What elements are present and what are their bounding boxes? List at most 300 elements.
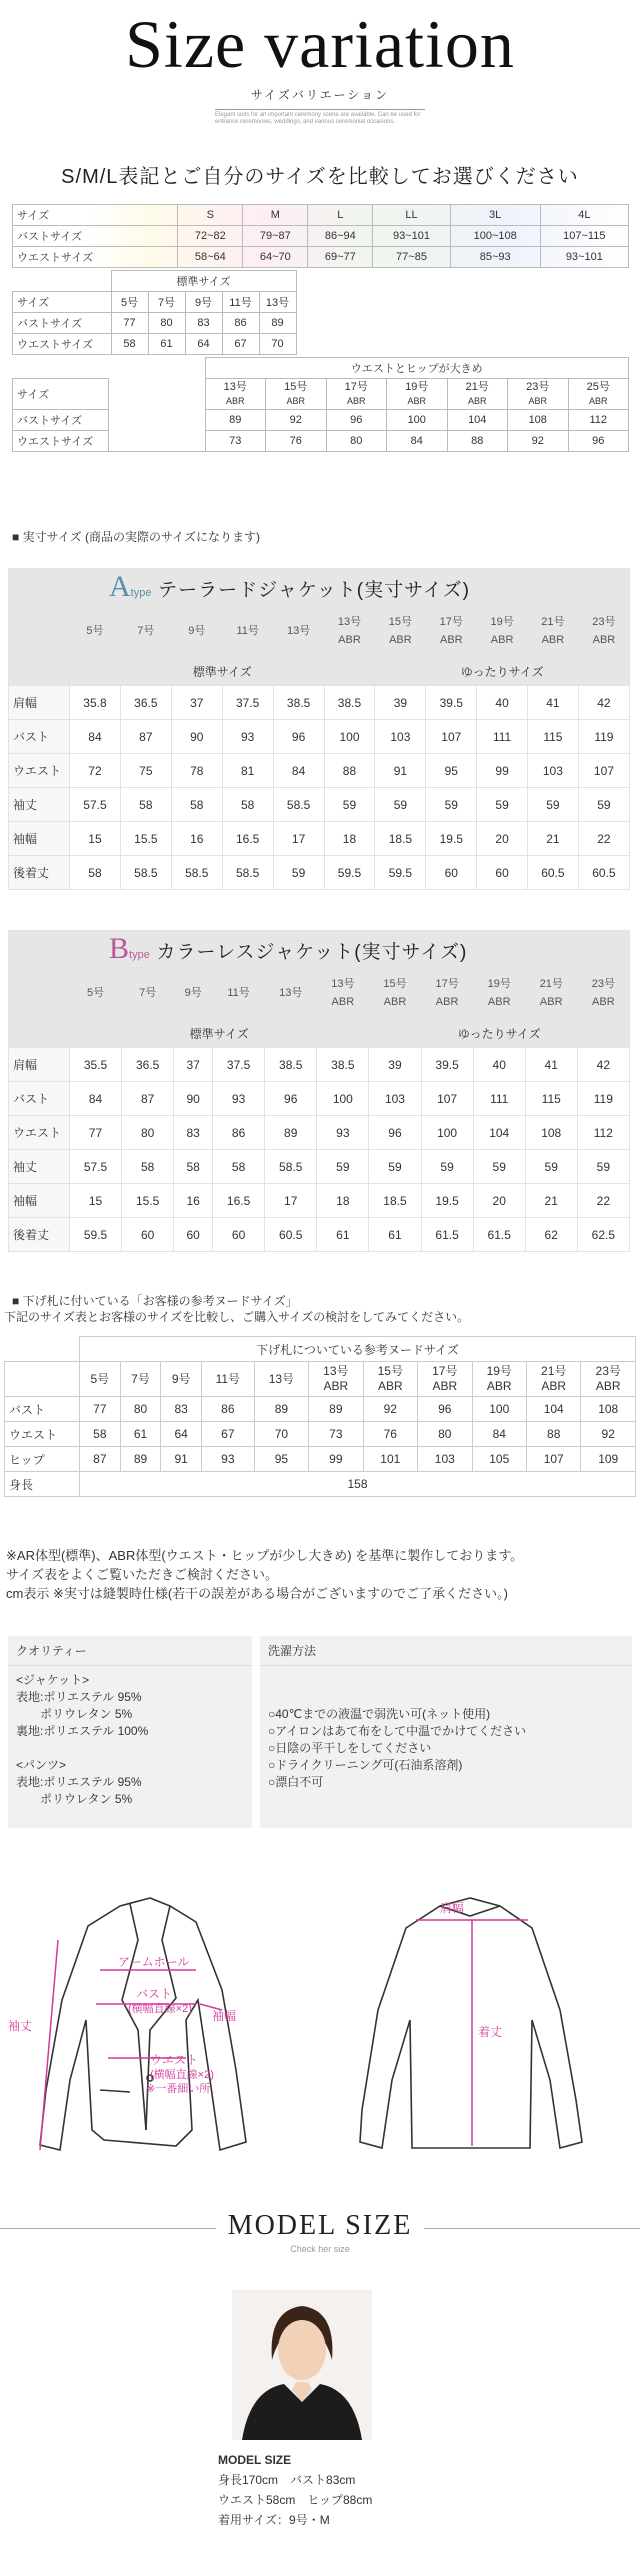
table-cell: 35.8 <box>70 686 121 720</box>
table-cell: 38.5 <box>273 686 324 720</box>
table-cell: 19.5 <box>426 822 477 856</box>
table-cell: 96 <box>418 1397 472 1422</box>
table-cell: 100~108 <box>450 226 540 247</box>
table-cell: 59 <box>317 1150 369 1184</box>
table-cell: 103 <box>369 1082 421 1116</box>
table-cell: 58.5 <box>171 856 222 890</box>
size-header: 13号 ABR <box>317 968 369 1019</box>
table-cell: 93 <box>202 1447 255 1472</box>
table-cell: 60 <box>122 1218 174 1252</box>
size-label: 19号 <box>405 381 429 393</box>
table-cell: 87 <box>80 1447 121 1472</box>
table-band: 標準サイズ <box>111 271 296 292</box>
table-row <box>9 1150 630 1184</box>
table-cell: 104 <box>526 1397 580 1422</box>
table-cell: 119 <box>578 720 629 754</box>
table-cell: 9号 <box>185 292 222 313</box>
size-header: 7号 <box>120 606 171 657</box>
front-jacket-illustration <box>40 1898 246 2150</box>
table-cell: 92 <box>363 1397 417 1422</box>
table-cell: 111 <box>477 720 528 754</box>
size-header: 7号 <box>122 968 174 1019</box>
model-info-line: ウエスト58cm ヒップ88cm <box>218 2493 373 2507</box>
table-cell: 59 <box>324 788 375 822</box>
table-cell: 60.5 <box>527 856 578 890</box>
table-cell: 104 <box>447 410 508 431</box>
table-cell: サイズ <box>13 292 112 313</box>
table-cell: 36.5 <box>120 686 171 720</box>
table-cell: 88 <box>447 431 508 452</box>
size-header: 19号 ABR <box>472 1362 526 1397</box>
label-waist-note2: ※一番細い所 <box>146 2083 211 2095</box>
table-cell: 61 <box>369 1218 421 1252</box>
table-cell: 3L <box>450 205 540 226</box>
table-cell: 158 <box>80 1472 636 1497</box>
abr-label: ABR <box>528 396 547 406</box>
size-header: 21号 ABR <box>525 968 577 1019</box>
table-cell: 21 <box>527 822 578 856</box>
table-cell: 89 <box>309 1397 363 1422</box>
size-header: 13号 <box>265 968 317 1019</box>
table-cell: 身長 <box>5 1472 80 1497</box>
table-cell: M <box>243 205 308 226</box>
table-row <box>9 788 630 822</box>
table-cell: 59 <box>473 1150 525 1184</box>
table-cell: 67 <box>202 1422 255 1447</box>
table-cell: 22 <box>577 1184 629 1218</box>
table-cell: 69~77 <box>308 247 373 268</box>
table-cell: 袖幅 <box>9 1184 70 1218</box>
model-info-title: MODEL SIZE <box>218 2453 292 2467</box>
size-label: 17号 <box>344 381 368 393</box>
table-cell: ヒップ <box>5 1447 80 1472</box>
label-sleeve-width: 袖幅 <box>212 2009 237 2023</box>
size-header: 15号 ABR <box>363 1362 417 1397</box>
title-divider <box>215 109 425 110</box>
table-cell: 後着丈 <box>9 856 70 890</box>
table-cell: 35.5 <box>70 1048 122 1082</box>
label-sleeve-length: 袖丈 <box>8 2019 33 2033</box>
table-cell: 100 <box>317 1082 369 1116</box>
table-cell: 18.5 <box>369 1184 421 1218</box>
table-cell: 59 <box>421 1150 473 1184</box>
size-chart-section <box>0 204 640 452</box>
table-cell: 108 <box>525 1116 577 1150</box>
table-cell: 87 <box>122 1082 174 1116</box>
table-cell: 62 <box>525 1218 577 1252</box>
lead-text: S/M/L表記とご自分のサイズを比較してお選びください <box>61 166 579 188</box>
table-cell: 57.5 <box>70 1150 122 1184</box>
table-cell: 肩幅 <box>9 1048 70 1082</box>
table-cell: 115 <box>527 720 578 754</box>
table-cell: 109 <box>581 1447 636 1472</box>
table-cell: 15.5 <box>120 822 171 856</box>
table-cell: 4L <box>540 205 628 226</box>
table-cell: 77~85 <box>373 247 450 268</box>
table-cell: 73 <box>309 1422 363 1447</box>
table-cell: 86 <box>222 313 259 334</box>
size-header: 17号 ABR <box>421 968 473 1019</box>
table-cell: 58.5 <box>265 1150 317 1184</box>
table-row <box>5 1472 636 1497</box>
size-header: 17号 ABR <box>426 606 477 657</box>
size-header: 23号 ABR <box>577 968 629 1019</box>
actual-size-heading: ■ 実寸サイズ (商品の実際のサイズになります) <box>12 528 260 545</box>
table-cell: 18 <box>324 822 375 856</box>
table-cell: 89 <box>120 1447 161 1472</box>
table-cell: 58 <box>171 788 222 822</box>
size-header: 13号 ABR <box>309 1362 363 1397</box>
table-cell: 18.5 <box>375 822 426 856</box>
jacket-title: テーラードジャケット(実寸サイズ) <box>158 580 470 601</box>
label-waist-note: (横幅直線×2) <box>150 2069 214 2081</box>
model-info <box>218 2450 372 2530</box>
table-cell: 86 <box>213 1116 265 1150</box>
size-header: 17号 ABR <box>418 1362 472 1397</box>
table-cell: L <box>308 205 373 226</box>
table-cell: 40 <box>473 1048 525 1082</box>
table-cell: サイズ <box>13 379 109 410</box>
table-row <box>9 1116 630 1150</box>
table-cell: 93 <box>213 1082 265 1116</box>
jacket-title: カラーレスジャケット(実寸サイズ) <box>156 942 468 963</box>
type-label: type <box>130 587 152 599</box>
table-cell: 77 <box>80 1397 121 1422</box>
table-cell: 58 <box>111 334 148 355</box>
table-cell: 59.5 <box>324 856 375 890</box>
table-cell: ウエスト <box>9 754 70 788</box>
table-cell: 22 <box>578 822 629 856</box>
table-cell: 64 <box>161 1422 202 1447</box>
table-cell: 袖丈 <box>9 788 70 822</box>
table-row <box>5 1447 636 1472</box>
label-shoulder: 肩幅 <box>440 1901 465 1915</box>
table-cell: 59 <box>426 788 477 822</box>
table-cell: 83 <box>161 1397 202 1422</box>
table-cell: 58 <box>120 788 171 822</box>
back-jacket-illustration <box>360 1898 582 2148</box>
table-cell: 89 <box>205 410 266 431</box>
label-bust-note: (横幅直線×2) <box>128 2003 192 2015</box>
table-cell: 78 <box>171 754 222 788</box>
table-cell: 58.5 <box>273 788 324 822</box>
table-cell: 58 <box>80 1422 121 1447</box>
measure-lines <box>40 1920 528 2150</box>
size-header: 21号 ABR <box>526 1362 580 1397</box>
table-cell: S <box>178 205 243 226</box>
table-cell: 肩幅 <box>9 686 70 720</box>
table-cell: 96 <box>265 1082 317 1116</box>
table-row <box>9 856 630 890</box>
table-cell: 41 <box>525 1048 577 1082</box>
table-cell: 60.5 <box>265 1218 317 1252</box>
table-cell: 39 <box>375 686 426 720</box>
table-cell: 84 <box>70 720 121 754</box>
size-header: 13号 ABR <box>324 606 375 657</box>
table-cell: 59 <box>477 788 528 822</box>
table-cell: 20 <box>477 822 528 856</box>
model-title: MODEL SIZE <box>216 2210 425 2242</box>
note-line: サイズ表をよくご覧いただきご検討ください。 <box>6 1567 278 1582</box>
table-cell: LL <box>373 205 450 226</box>
table-cell: 86~94 <box>308 226 373 247</box>
table-cell: 70 <box>259 334 296 355</box>
size-header: 11号 <box>213 968 265 1019</box>
table-cell: 76 <box>266 431 327 452</box>
table-cell: 16 <box>171 822 222 856</box>
table-cell: ウエストサイズ <box>13 334 112 355</box>
table-cell: 115 <box>525 1082 577 1116</box>
table-cell: 60 <box>477 856 528 890</box>
table-cell: 93 <box>317 1116 369 1150</box>
table-cell: 80 <box>326 431 387 452</box>
size-header: 13号 <box>273 606 324 657</box>
table-cell: 58 <box>222 788 273 822</box>
table-row <box>9 1184 630 1218</box>
table-cell: 92 <box>266 410 327 431</box>
size-header: 11号 <box>222 606 273 657</box>
table-cell: 107 <box>578 754 629 788</box>
jacket-title-row <box>9 569 630 606</box>
table-cell: 80 <box>120 1397 161 1422</box>
label-armhole: アームホール <box>118 1955 190 1969</box>
table-row <box>9 1048 630 1082</box>
table-row <box>9 720 630 754</box>
model-subtitle: Check her size <box>290 2244 350 2254</box>
size-header: 19号 ABR <box>473 968 525 1019</box>
table-cell: 59 <box>369 1150 421 1184</box>
table-cell: 85~93 <box>450 247 540 268</box>
table-cell: バスト <box>5 1397 80 1422</box>
table-cell: 83 <box>174 1116 213 1150</box>
size-header: 13号 <box>254 1362 308 1397</box>
size-header: 15号 ABR <box>375 606 426 657</box>
table-cell: 103 <box>418 1447 472 1472</box>
table-cell: 100 <box>421 1116 473 1150</box>
table-cell: 90 <box>174 1082 213 1116</box>
abr-label: ABR <box>407 396 426 406</box>
table-cell: 112 <box>577 1116 629 1150</box>
table-cell: 17 <box>273 822 324 856</box>
table-cell: 80 <box>418 1422 472 1447</box>
table-row <box>9 1218 630 1252</box>
table-cell: 119 <box>577 1082 629 1116</box>
table-cell: 40 <box>477 686 528 720</box>
table-cell: ウエストサイズ <box>13 431 109 452</box>
size-label: 25号 <box>586 381 610 393</box>
table-cell: 11号 <box>222 292 259 313</box>
hero-small-text: Elegant suits for an important ceremony scene are available. Can be used for entrance ceremonies, weddings, and various ceremonial occasions. <box>215 112 421 125</box>
table-cell: 58 <box>70 856 121 890</box>
size-header: 9号 <box>171 606 222 657</box>
wash-body: ○40℃までの液温で弱洗い可(ネット使用) ○アイロンはあて布をして中温でかけてください ○日陰の平干しをしてください ○ドライクリーニング可(石油系溶剤) ○漂白不可 <box>268 1707 527 1789</box>
table-cell: 88 <box>526 1422 580 1447</box>
table-cell: 36.5 <box>122 1048 174 1082</box>
abr-label: ABR <box>467 396 487 406</box>
table-cell: 100 <box>387 410 448 431</box>
table-cell: 37 <box>171 686 222 720</box>
table-cell: 99 <box>477 754 528 788</box>
table-cell: 70 <box>254 1422 308 1447</box>
table-cell: 88 <box>324 754 375 788</box>
table-cell: 64~70 <box>243 247 308 268</box>
table-cell: 86 <box>202 1397 255 1422</box>
model-info-line: 身長170cm バスト83cm <box>218 2473 356 2487</box>
table-cell: 16.5 <box>222 822 273 856</box>
table-cell: バスト <box>9 720 70 754</box>
size-header: 5号 <box>80 1362 121 1397</box>
table-cell: 80 <box>148 313 185 334</box>
table-band: 下げ札についている参考ヌードサイズ <box>80 1337 636 1362</box>
wash-title: 洗濯方法 <box>260 1636 632 1666</box>
table-row <box>5 1422 636 1447</box>
table-cell: 87 <box>120 720 171 754</box>
table-cell: 21 <box>525 1184 577 1218</box>
table-cell: 89 <box>265 1116 317 1150</box>
table-cell: 104 <box>473 1116 525 1150</box>
table-cell: 84 <box>387 431 448 452</box>
label-bust: バスト <box>136 1987 173 2001</box>
size-label: 15号 <box>284 381 308 393</box>
table-cell: 7号 <box>148 292 185 313</box>
size-header: 23号 ABR <box>578 606 629 657</box>
band-loose: ゆったりサイズ <box>375 657 630 686</box>
table-cell: 37 <box>174 1048 213 1082</box>
type-letter: A <box>109 570 131 603</box>
jacket-a-table <box>8 568 630 890</box>
size-header: 19号 ABR <box>477 606 528 657</box>
table-cell: 72~82 <box>178 226 243 247</box>
abr-label: ABR <box>346 396 366 406</box>
table-cell: バストサイズ <box>13 226 178 247</box>
table-cell: バストサイズ <box>13 410 109 431</box>
label-length: 着丈 <box>478 2025 503 2039</box>
size-header: 5号 <box>70 968 122 1019</box>
table-cell: 84 <box>273 754 324 788</box>
table-cell: 39.5 <box>421 1048 473 1082</box>
table-row <box>9 754 630 788</box>
table-cell: 15.5 <box>122 1184 174 1218</box>
table-cell: 64 <box>185 334 222 355</box>
table-cell: 101 <box>363 1447 417 1472</box>
table-cell: 100 <box>472 1397 526 1422</box>
band-standard: 標準サイズ <box>70 1019 369 1048</box>
table-cell: 16.5 <box>213 1184 265 1218</box>
table-cell: 19.5 <box>421 1184 473 1218</box>
table-cell: 37.5 <box>222 686 273 720</box>
model-heading <box>0 2210 640 2254</box>
table-cell: 59.5 <box>70 1218 122 1252</box>
table-cell: ウエスト <box>5 1422 80 1447</box>
wash-box <box>260 1636 632 1828</box>
size-label: 23号 <box>526 381 550 393</box>
table-cell: 111 <box>473 1082 525 1116</box>
table-cell: 80 <box>122 1116 174 1150</box>
table-cell: 79~87 <box>243 226 308 247</box>
table-cell: 92 <box>581 1422 636 1447</box>
table-cell: 58 <box>174 1150 213 1184</box>
table-cell: 75 <box>120 754 171 788</box>
table-cell: バスト <box>9 1082 70 1116</box>
size-header: 7号 <box>120 1362 161 1397</box>
table-cell: 58.5 <box>222 856 273 890</box>
table-cell: バストサイズ <box>13 313 112 334</box>
abr-label: ABR <box>588 396 608 406</box>
jacket-b-table <box>8 930 630 1252</box>
note-line: ※AR体型(標準)、ABR体型(ウエスト・ヒップが少し大きめ) を基準に製作しております。 <box>6 1548 524 1563</box>
table-cell: 38.5 <box>265 1048 317 1082</box>
table-cell: 60.5 <box>578 856 629 890</box>
table-cell: 60 <box>174 1218 213 1252</box>
size-header: 23号 ABR <box>581 1362 636 1397</box>
table-cell: 107 <box>421 1082 473 1116</box>
table-cell: 96 <box>568 431 629 452</box>
table-cell: 76 <box>363 1422 417 1447</box>
table-cell: 61 <box>148 334 185 355</box>
table-cell: 42 <box>577 1048 629 1082</box>
table-cell: 83 <box>185 313 222 334</box>
jacket-measurement-diagram <box>0 1880 640 2200</box>
table-cell: 96 <box>273 720 324 754</box>
table-cell: 93 <box>222 720 273 754</box>
table-cell: 95 <box>254 1447 308 1472</box>
table-cell: 107 <box>526 1447 580 1472</box>
table-cell: 18 <box>317 1184 369 1218</box>
table-cell: 96 <box>326 410 387 431</box>
table-cell: 38.5 <box>317 1048 369 1082</box>
table-cell: 62.5 <box>577 1218 629 1252</box>
table-cell: 59 <box>578 788 629 822</box>
table-cell: 17 <box>265 1184 317 1218</box>
page-subtitle: サイズバリエーション <box>250 88 390 102</box>
table-cell: 96 <box>369 1116 421 1150</box>
table-cell: 15 <box>70 1184 122 1218</box>
table-cell: 後着丈 <box>9 1218 70 1252</box>
table-cell: ウエストサイズ <box>13 247 178 268</box>
table-cell: 92 <box>508 431 569 452</box>
hero <box>0 0 640 148</box>
table-cell: 58.5 <box>120 856 171 890</box>
table-cell: 61 <box>120 1422 161 1447</box>
table-cell: 93~101 <box>373 226 450 247</box>
table-cell: 84 <box>70 1082 122 1116</box>
table-cell: 59.5 <box>375 856 426 890</box>
table-row <box>9 686 630 720</box>
table-cell: 108 <box>581 1397 636 1422</box>
table-cell: 42 <box>578 686 629 720</box>
quality-box <box>8 1636 252 1828</box>
table-cell: 38.5 <box>324 686 375 720</box>
size-header: 9号 <box>161 1362 202 1397</box>
table-cell: 59 <box>525 1150 577 1184</box>
table-cell: 61.5 <box>421 1218 473 1252</box>
type-letter: B <box>109 932 130 965</box>
table-cell: 39.5 <box>426 686 477 720</box>
table-cell: 99 <box>309 1447 363 1472</box>
table-cell: 95 <box>426 754 477 788</box>
band-loose: ゆったりサイズ <box>369 1019 630 1048</box>
table-cell: 91 <box>375 754 426 788</box>
table-cell: 77 <box>70 1116 122 1150</box>
table-cell: 105 <box>472 1447 526 1472</box>
table-cell: 15 <box>70 822 121 856</box>
table-cell: 袖幅 <box>9 822 70 856</box>
quality-title: クオリティー <box>8 1636 252 1666</box>
table-cell: 60 <box>213 1218 265 1252</box>
table-cell: 81 <box>222 754 273 788</box>
table-cell: 108 <box>508 410 569 431</box>
nude-size-table <box>4 1336 636 1497</box>
